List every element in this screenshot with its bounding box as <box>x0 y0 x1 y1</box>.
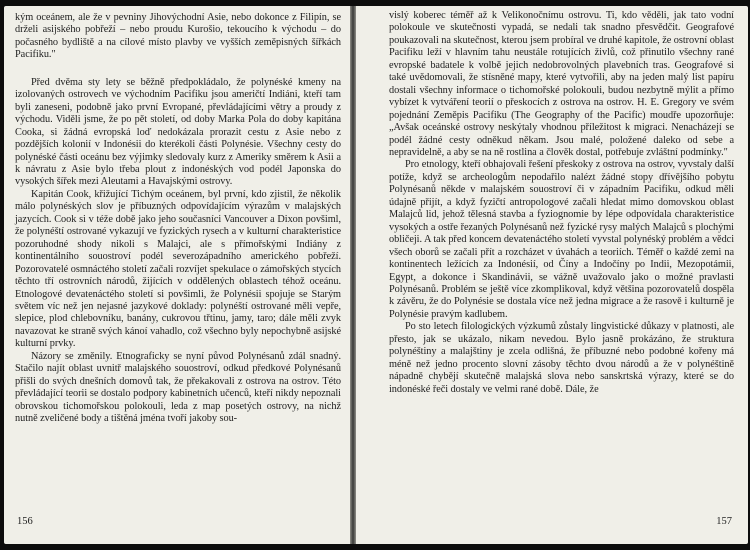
paragraph: Před dvěma sty lety se běžně předpokládalo, že polynéské kmeny na izolovaných ostrovech ve východním Pacifiku jsou američtí Indiáni, kteří tam byli zaneseni, podobně jako první Evropané, převládajícími větry a proudy z východu. Viděli jsme, že po pět století, od doby Marka Pola do doby kapitána Cooka, si žádná evropská loď nedokázala prorazit cestu z Asie nebo z pozdějších kolonií v Indonésii do kterékoli části Polynésie. Všechny cesty do polynéské části oceánu bez výjimky sledovaly kurz z Ameriky směrem k Asii a k návratu z Asie bylo třeba plout z indonéských vod podél Japonska do vysokých šířek mezi Aleutami a Havajskými ostrovy. <box>15 76 341 188</box>
paragraph: vislý koberec téměř až k Velikonočnímu ostrovu. Ti, kdo věděli, jak tato vodní polokoule ve skutečnosti vypadá, se nedali tak snadno přesvědčit. Geografové poukazovali na skutečnost, kterou jsem probíral ve druhé kapitole, že ostrovní oblast Pacifiku leží v hlavním tahu neustále rotujících živlů, což přinutilo všechny rané evropské badatele k volbě jejich nedobrovolných plavebních tras. Geografové si také uvědomovali, že stísněné mapy, které vytvořili, aby na jeden malý list papíru dostali všechny informace o tichomořské polokouli, budou nezbytně mýlit a přímo vybízet k vytváření teorií o přeskocích z ostrova na ostrov. H. E. Gregory ve svém pojednání Zeměpis Pacifiku (The Geography of the Pacific) moudře upozorňuje: „Avšak oceánské ostrovy neskýtaly vhodnou příležitost k migraci. Nenacházejí se podél žádné cesty odněkud někam. Jsou malé, položené daleko od sebe a nepravidelně, a aby se na ně rostlina a člověk dostal, potřebuje zvláštní podmínky." <box>389 10 734 158</box>
page-number: 156 <box>17 516 33 527</box>
paragraph: kým oceánem, ale že v pevniny Jihovýchodní Asie, nebo dokonce z Filipín, se drželi asijského pobřeží – nebo proudu Kurošio, tekoucího k východu – do počasného bydliště a na cílové místo plavby ve vyšších zeměpisných šířkách Pacifiku." <box>15 12 341 61</box>
paragraph: Kapitán Cook, křižující Tichým oceánem, byl první, kdo zjistil, že několik málo polynéských slov je příbuzných odpovídajícím výrazům v malajských jazycích. Cook si v téže době jako jeho současníci Vancouver a Dixon povšiml, že polynéští ostrované vykazují ve fyzických rysech a v kulturní charakteristice pozoruhodné shody nikoli s Malajci, ale s přímořskými Indiány z kontinentálního souostroví podél severozápadního amerického pobřeží. Pozorovatelé osmnáctého století začali rozvíjet spekulace o zámořských stycích těchto tří ostrovních národů, žijících v oddělených oblastech téhož oceánu. Etnologové devatenáctého století si povšimli, že Polynésii spojuje se Starým světem víc než jen nejasné jazykové doklady: polynéští ostrované měli vepře, slepice, plod chlebovníku, banány, cukrovou třtinu, jamy, taro; dále měli zvyk navazovat ke straně svých kánoí vahadlo, což všechno byly nepochybně asijské kulturní prvky. <box>15 188 341 350</box>
paragraph: Názory se změnily. Etnograficky se nyní původ Polynésanů zdál snadný. Stačilo najít oblast uvnitř malajského souostroví, odkud předkové Polynésanů přišli do svých dnešních domovů tak, že překakovali z ostrova na ostrov. Této převládající teorii se dostalo podpory kabinetních učenců, kteří nikdy nepoznali obrovskou tichomořskou polokouli, ledа z map posetých ostrovy, na nichž nutně zveličené body a tištěná jména tvoří jakoby sou- <box>15 350 341 425</box>
paragraph: Pro etnology, kteří obhajovali řešení přeskoky z ostrova na ostrov, vyvstaly další potíže, když se archeologům nepodařilo nalézt žádné stopy dřívějšího pobytu Polynésanů někde v malajském souostroví či v západním Pacifiku, odkud měli údajně přijít, a když fyzičtí antropologové začali hledat mimo domovskou oblast Malajců lid, jehož tělesná stavba a fyziognomie by lépe odpovídala charakteristice vysokých a ostře řezaných Polynésanů než fyzické rysy malých Malajců s plochými obličeji. A tak před koncem devatenáctého století vyvstal polynéský problém a vědci všech oborů se začali přít a rozcházet v úvahách a teoriích. Téměř o každé zemi na kontinentech ležících za Indonésií, od Číny a Indočíny po Indii, Mezopotámii, Egypt, a dokonce i Skandinávii, se vážně uvažovalo jako o možné pravlasti Polynésanů. Problém se ještě více zkomplikoval, když většina pozorovatelů dospěla k závěru, že do Polynésie se dostala více než jedna migrace a že rasově i kulturně je Polynésie pravým kadlubem. <box>389 159 734 320</box>
left-page <box>4 6 350 544</box>
right-page <box>356 6 748 544</box>
paragraph: Po sto letech filologických výzkumů zůstaly lingvistické důkazy v platnosti, ale přesto, jak se ukázalo, nikam nevedou. Bylo jasně prokázáno, že struktura polynéštiny a malajštiny je zcela odlišná, že příbuzné nebo podobné kořeny má méně než jedno procento slovní zásoby těchto dvou národů a že v polynéštině nápadně chybějí skutečně malajská slova nebo sanskrtská výrazy, které se do indonéské řeči dostaly ve velmi rané době. Dále, že <box>389 321 734 395</box>
page-number: 157 <box>716 516 732 527</box>
